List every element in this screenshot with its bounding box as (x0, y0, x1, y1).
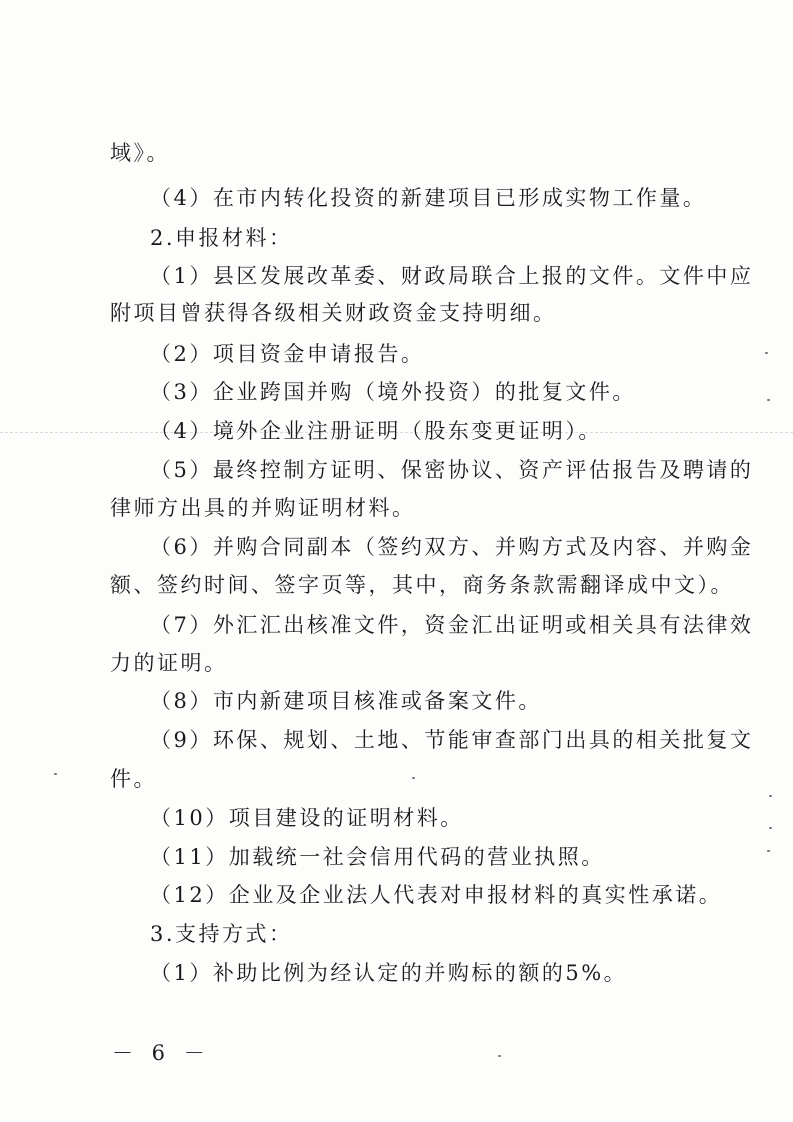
text-line-8: （4）境外企业注册证明（股东变更证明）。 (150, 419, 602, 443)
text-line-7: （3）企业跨国并购（境外投资）的批复文件。 (150, 380, 636, 404)
text-line-14: 力的证明。 (110, 651, 228, 675)
text-line-15: （8）市内新建项目核准或备案文件。 (150, 689, 542, 713)
text-line-6: （2）项目资金申请报告。 (150, 342, 425, 366)
text-line-10: 律师方出具的并购证明材料。 (110, 496, 416, 520)
text-line-17: 件。 (110, 767, 157, 791)
text-line-11: （6）并购合同副本（签约双方、并购方式及内容、并购金 (150, 535, 754, 559)
scan-speck (767, 850, 770, 852)
scan-speck (767, 399, 770, 401)
scan-speck (765, 352, 768, 354)
scan-speck (498, 1055, 501, 1057)
scan-speck (412, 777, 415, 779)
scan-speck (54, 773, 57, 775)
page-number: － 6 － (112, 1041, 211, 1065)
section-heading-support: 3.支持方式： (150, 922, 293, 946)
scan-speck (769, 795, 772, 797)
scan-speck (769, 827, 772, 829)
text-line-1: 域》。 (110, 141, 170, 165)
text-line-2: （4）在市内转化投资的新建项目已形成实物工作量。 (150, 186, 707, 210)
text-line-13: （7）外汇汇出核准文件，资金汇出证明或相关具有法律效 (150, 613, 754, 637)
text-line-19: （11）加载统一社会信用代码的营业执照。 (150, 845, 605, 869)
section-heading-materials: 2.申报材料： (150, 226, 293, 250)
text-line-9: （5）最终控制方证明、保密协议、资产评估报告及聘请的 (150, 458, 754, 482)
text-line-16: （9）环保、规划、土地、节能审查部门出具的相关批复文 (150, 728, 754, 752)
text-line-18: （10）项目建设的证明材料。 (150, 806, 464, 830)
text-line-12: 额、签约时间、签字页等，其中，商务条款需翻译成中文）。 (110, 573, 734, 597)
text-line-20: （12）企业及企业法人代表对申报材料的真实性承诺。 (150, 883, 723, 907)
text-line-4: （1）县区发展改革委、财政局联合上报的文件。文件中应 (150, 264, 754, 288)
text-line-22: （1）补助比例为经认定的并购标的额的5%。 (150, 961, 628, 985)
text-line-5: 附项目曾获得各级相关财政资金支持明细。 (110, 301, 557, 325)
